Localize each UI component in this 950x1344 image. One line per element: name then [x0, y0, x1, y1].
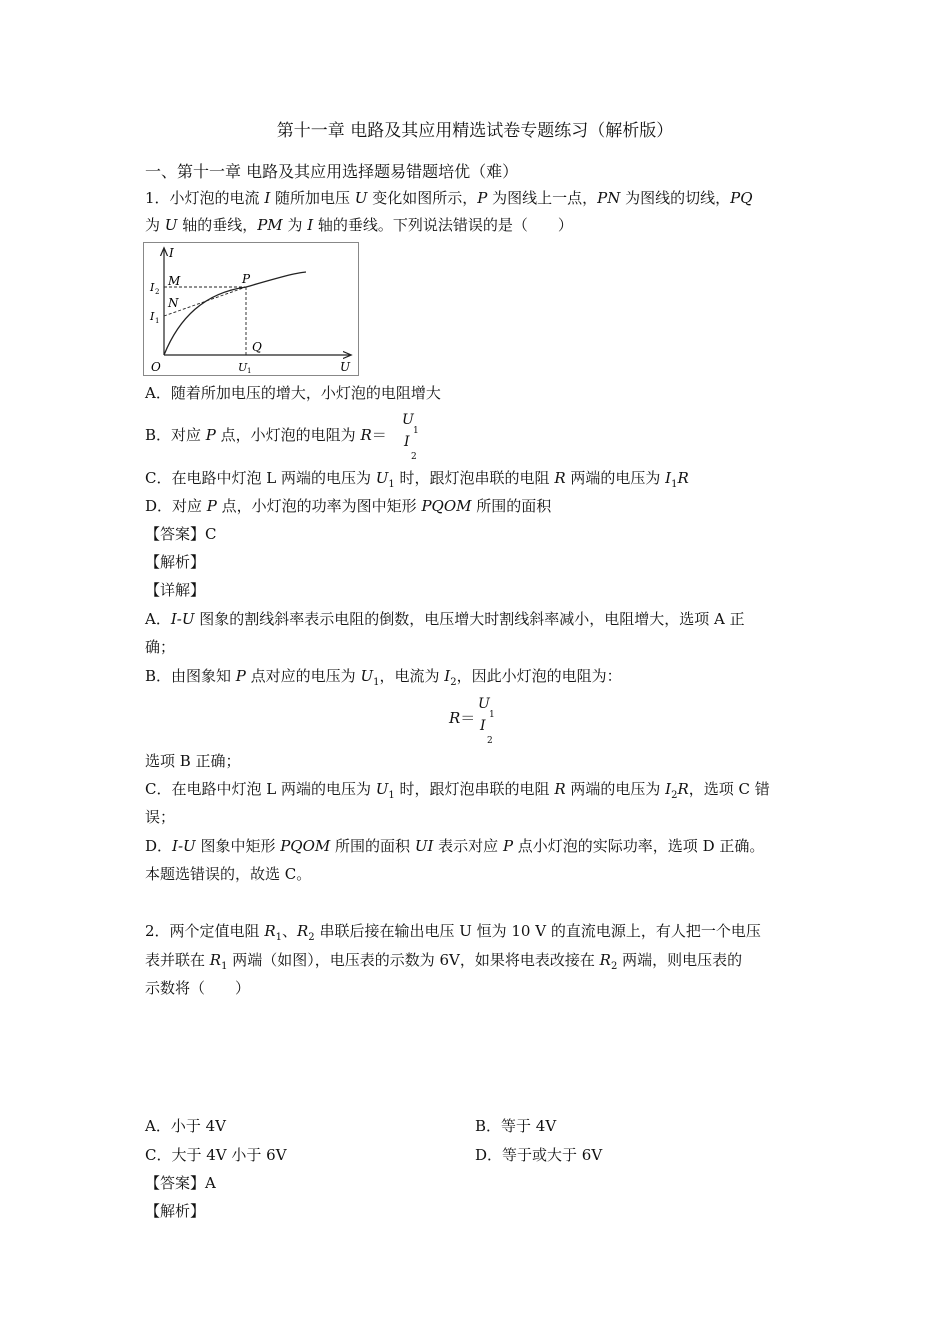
var-r: R [297, 922, 309, 940]
text: 、 [281, 922, 297, 940]
var-i: I [264, 189, 271, 207]
label-i-axis: I [169, 246, 174, 260]
q1-option-b-fraction [402, 412, 422, 464]
equals: ＝ [371, 426, 387, 444]
var-u: U [164, 216, 178, 234]
text: 为 [282, 216, 308, 234]
q1-option-a: A．随着所加电压的增大，小灯泡的电阻增大 [145, 384, 441, 402]
q1-exp-a-line1 [145, 609, 745, 629]
q1-option-b [145, 425, 387, 445]
q1-detail: 【详解】 [145, 581, 206, 599]
q2-option-d: D．等于或大于 6V [475, 1146, 603, 1164]
sub: 1 [275, 932, 282, 943]
sub: 1 [221, 961, 228, 972]
q2-answer: 【答案】A [145, 1174, 216, 1192]
q2-stem-line3: 示数将（ ） [145, 979, 251, 997]
text: 为 [145, 216, 165, 234]
q1-option-c [145, 468, 689, 488]
q2-stem-line1 [145, 921, 761, 941]
var-u: U [360, 667, 374, 685]
iu-graph-figure [143, 242, 359, 376]
q1-stem-line1 [145, 188, 753, 208]
text: C．在电路中灯泡 L 两端的电压为 [145, 780, 376, 798]
var-r: R [209, 951, 222, 969]
text: 轴的垂线。下列说法错误的是（ ） [313, 216, 573, 234]
var-pn: PN [597, 189, 621, 207]
sub: 2 [308, 932, 315, 943]
sub: 2 [610, 961, 618, 972]
text: 两端，则电压表的 [617, 951, 743, 969]
q1-conclusion: 本题选错误的，故选 C。 [145, 865, 312, 883]
q1-exp-d [145, 836, 764, 856]
var-p: P [502, 837, 514, 855]
text: 1．小灯泡的电流 [145, 189, 265, 207]
text: 点，小灯泡的功率为图中矩形 [216, 497, 422, 515]
label-n: N [168, 296, 179, 310]
text: 随所加电压 [270, 189, 355, 207]
var-r: R [264, 922, 276, 940]
sub: 1 [388, 479, 395, 490]
q1-exp-b-ok: 选项 B 正确； [145, 752, 241, 770]
text: B．对应 [145, 426, 206, 444]
q2-option-a: A．小于 4V [145, 1117, 226, 1135]
var-r: R [554, 469, 566, 487]
text: 时，跟灯泡串联的电阻 [394, 780, 555, 798]
var-iu: I-U [170, 610, 195, 628]
text: 为图线上一点， [487, 189, 598, 207]
iu-graph [144, 243, 358, 375]
q1-exp-c-line1 [145, 779, 770, 799]
q1-analysis: 【解析】 [145, 553, 206, 571]
var-ui: UI [414, 837, 434, 855]
var-r: R [360, 426, 372, 444]
text: 点对应的电压为 [245, 667, 361, 685]
text: 变化如图所示， [367, 189, 478, 207]
var-r: R [599, 951, 611, 969]
text: C．在电路中灯泡 L 两端的电压为 [145, 469, 376, 487]
text: 时，跟灯泡串联的电阻 [394, 469, 555, 487]
var-r: R [677, 469, 689, 487]
text: 两端的电压为 [565, 780, 666, 798]
text: D． [145, 837, 173, 855]
text: 表示对应 [433, 837, 503, 855]
var-iu: I-U [172, 837, 196, 855]
text: 为图线的切线， [620, 189, 731, 207]
sub: 2 [450, 677, 457, 688]
sub: 2 [671, 790, 678, 801]
equals: ＝ [460, 709, 476, 727]
q1-exp-b-fraction [478, 696, 498, 748]
var-i: I [307, 216, 314, 234]
frac-denominator-sub: 2 [487, 736, 493, 746]
frac-denominator: I [480, 718, 486, 734]
sub: 1 [671, 479, 678, 490]
q1-exp-c-line2: 误； [145, 808, 176, 826]
q2-analysis: 【解析】 [145, 1202, 206, 1220]
text: 所围的面积 [471, 497, 552, 515]
var-r: R [449, 709, 461, 727]
var-u: U [375, 780, 389, 798]
var-i: I [444, 667, 451, 685]
frac-numerator-sub: 1 [413, 426, 419, 436]
text: 2．两个定值电阻 [145, 922, 265, 940]
text: 轴的垂线， [177, 216, 258, 234]
frac-numerator-sub: 1 [489, 710, 495, 720]
text: B．由图象知 [145, 667, 236, 685]
document-title: 第十一章 电路及其应用精选试卷专题练习（解析版） [276, 121, 674, 141]
q1-option-d [145, 496, 551, 516]
label-i1-sub: 1 [155, 317, 160, 325]
label-i1: I [150, 310, 155, 323]
text: D．对应 [145, 497, 207, 515]
text: ，选项 C 错 [688, 780, 770, 798]
q1-exp-a-line2: 确； [145, 638, 176, 656]
var-pqom: PQOM [421, 497, 472, 515]
var-u: U [354, 189, 368, 207]
frac-numerator: U [402, 412, 414, 428]
q2-stem-line2 [145, 950, 742, 970]
label-q: Q [252, 340, 262, 354]
frac-denominator-sub: 2 [411, 452, 417, 462]
label-i2-sub: 2 [155, 288, 160, 296]
var-i: I [665, 780, 672, 798]
q1-answer: 【答案】C [145, 525, 217, 543]
var-r: R [677, 780, 689, 798]
label-u-axis: U [340, 360, 351, 374]
q1-stem-line2 [145, 215, 573, 235]
var-p: P [235, 667, 246, 685]
text: 点小灯泡的实际功率，选项 D 正确。 [513, 837, 765, 855]
frac-denominator: I [404, 434, 410, 450]
text: ，因此小灯泡的电阻为： [456, 667, 622, 685]
text: ，电流为 [379, 667, 445, 685]
var-pm: PM [257, 216, 283, 234]
label-u1-sub: 1 [247, 367, 252, 375]
label-m: M [168, 274, 181, 288]
text: 表并联在 [145, 951, 210, 969]
var-pq: PQ [730, 189, 753, 207]
var-r: R [554, 780, 566, 798]
q2-option-b: B．等于 4V [475, 1117, 557, 1135]
label-p: P [242, 272, 251, 286]
label-i2: I [150, 281, 155, 294]
label-origin: O [151, 360, 161, 374]
text: 两端（如图），电压表的示数为 6V，如果将电表改接在 [227, 951, 600, 969]
var-p: P [206, 497, 217, 515]
var-u: U [375, 469, 389, 487]
text: 所围的面积 [330, 837, 415, 855]
frac-numerator: U [478, 696, 490, 712]
text: 点，小灯泡的电阻为 [215, 426, 361, 444]
section-title: 一、第十一章 电路及其应用选择题易错题培优（难） [145, 162, 519, 181]
text: 图象的割线斜率表示电阻的倒数，电压增大时割线斜率减小，电阻增大，选项 A 正 [194, 610, 745, 628]
text: A． [145, 610, 171, 628]
text: 两端的电压为 [565, 469, 666, 487]
sub: 1 [373, 677, 380, 688]
text: 图象中矩形 [195, 837, 281, 855]
iu-curve [164, 272, 306, 355]
var-p: P [477, 189, 488, 207]
text: 串联后接在输出电压 U 恒为 10 V 的直流电源上，有人把一个电压 [314, 922, 761, 940]
q1-exp-b-formula [449, 708, 475, 728]
q2-option-c: C．大于 4V 小于 6V [145, 1146, 287, 1164]
var-i: I [665, 469, 672, 487]
var-p: P [205, 426, 216, 444]
q1-exp-b [145, 666, 622, 686]
sub: 1 [388, 790, 395, 801]
var-pqom: PQOM [280, 837, 331, 855]
label-u1: U [238, 361, 248, 374]
